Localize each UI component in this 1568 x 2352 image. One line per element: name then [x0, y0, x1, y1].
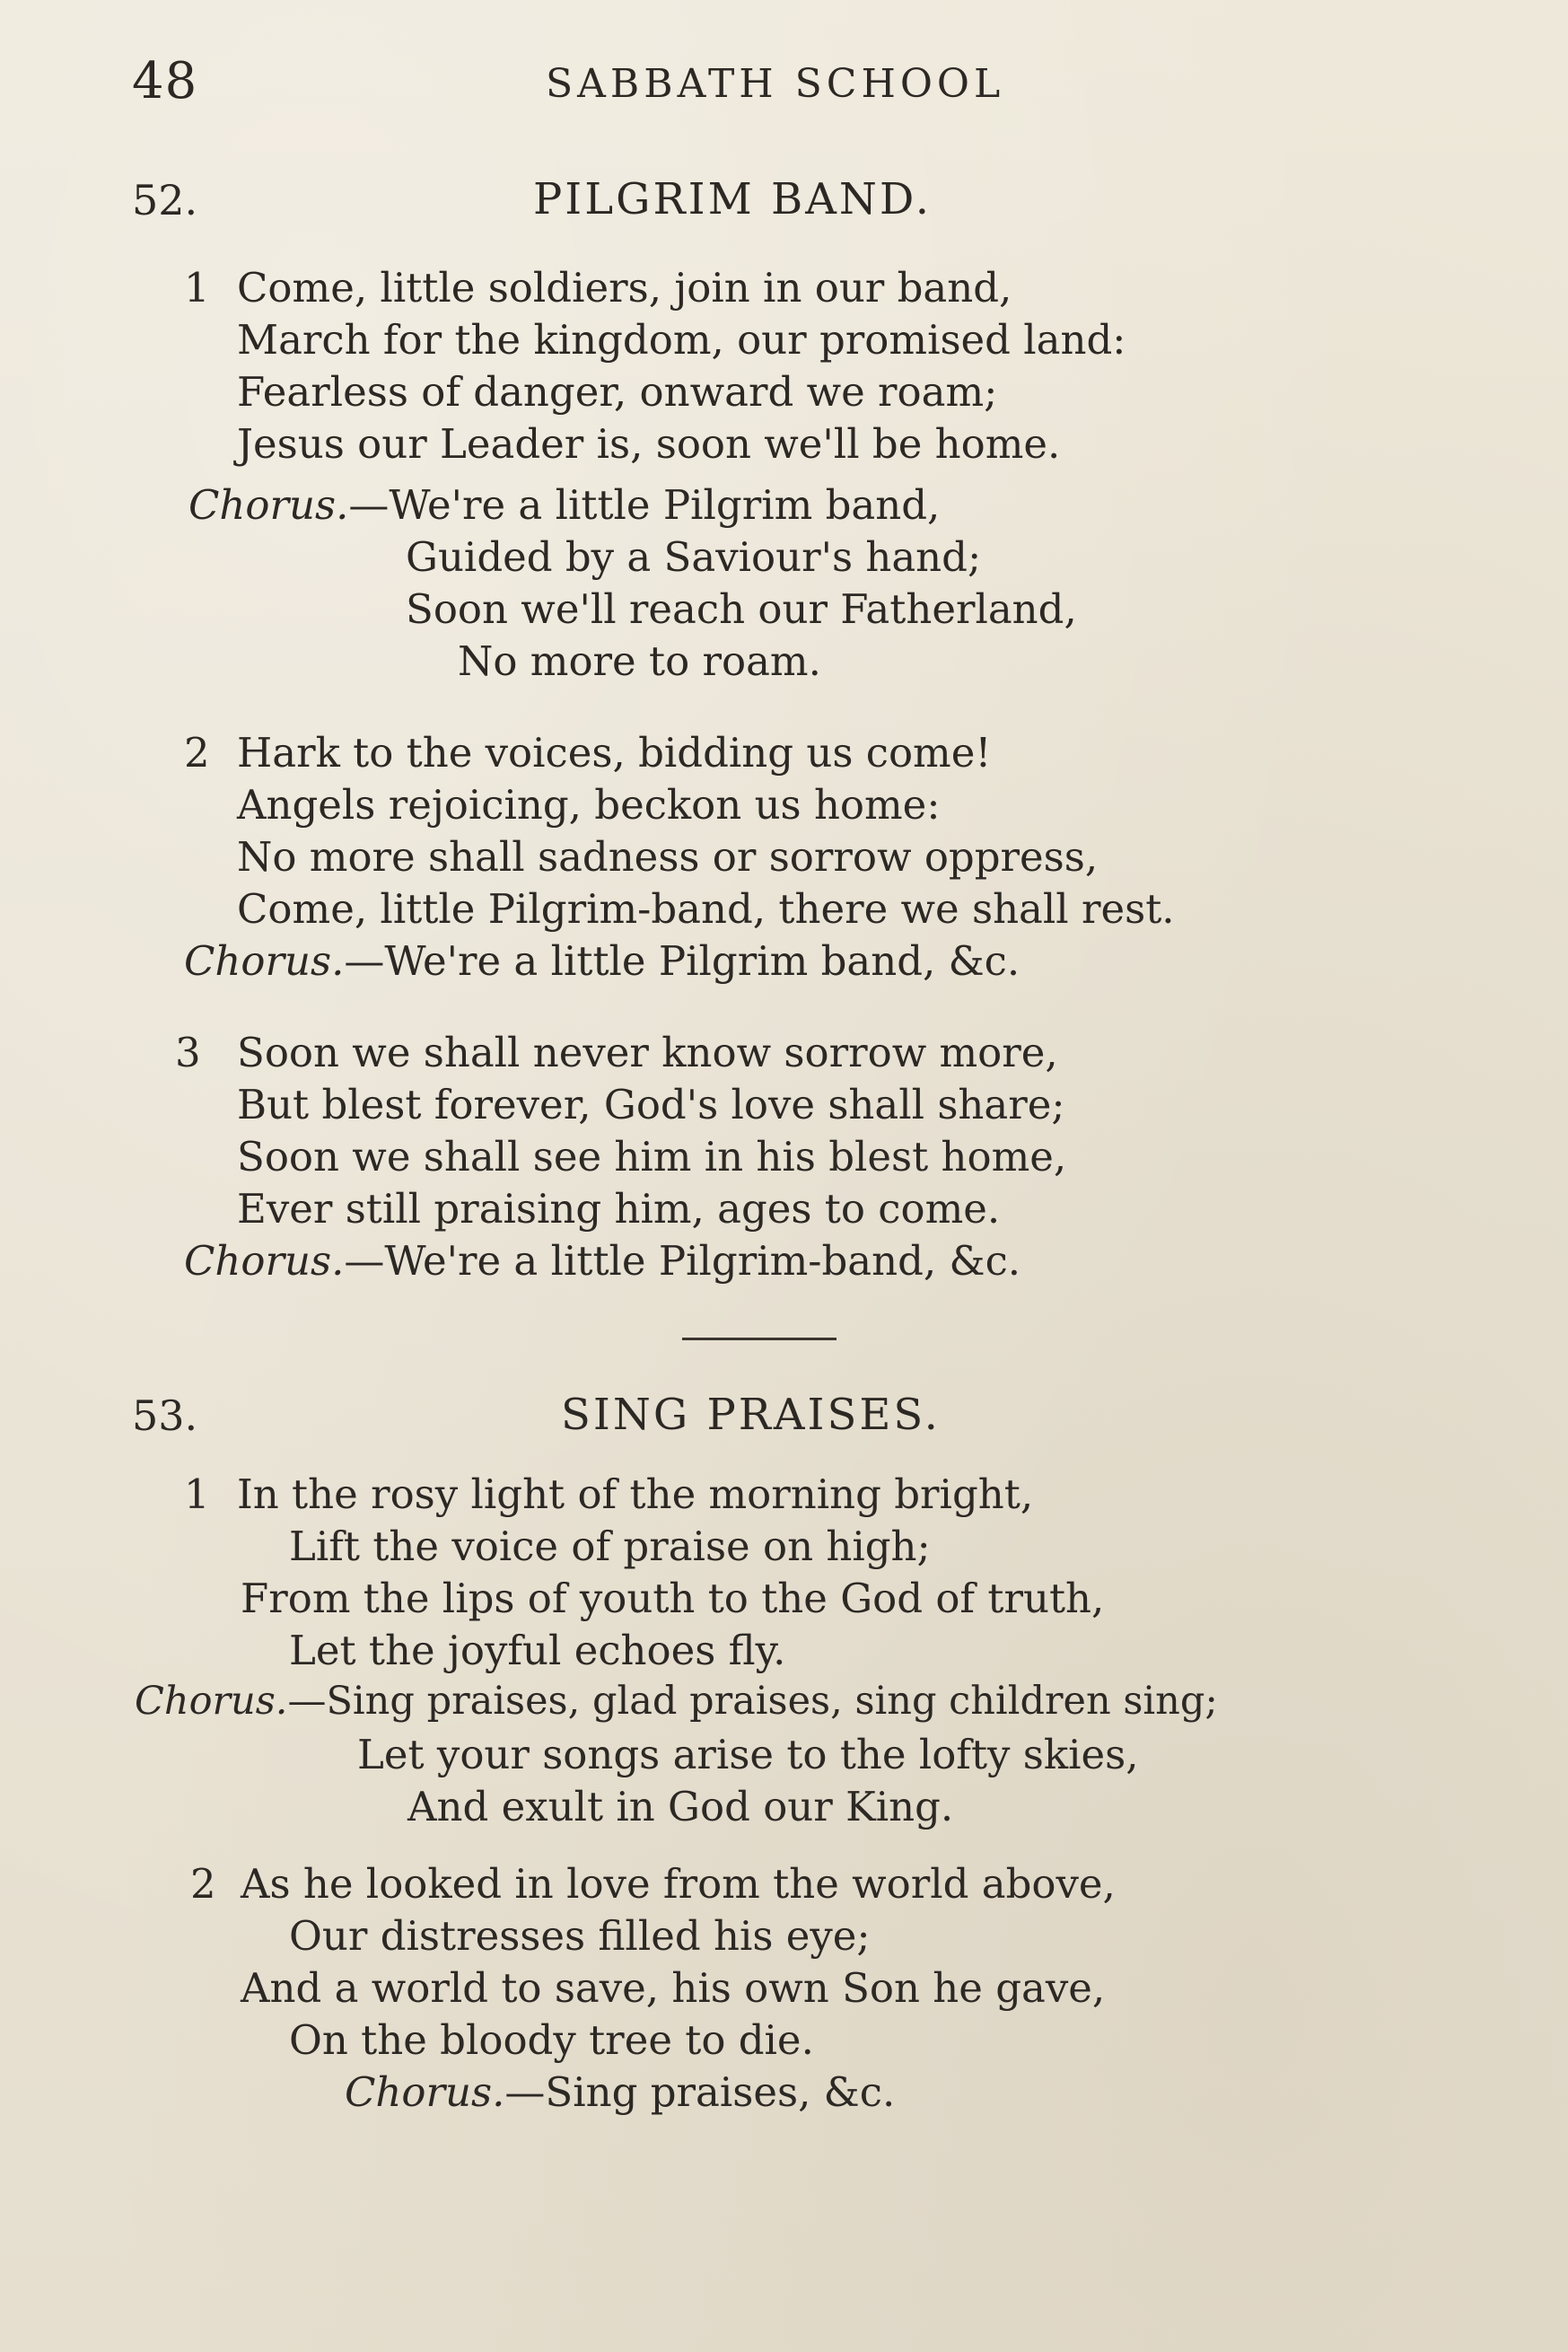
page-number: 48 — [132, 52, 198, 110]
hymn-52-verse-2-number: 2 — [184, 729, 210, 777]
hymn-52-number: 52. — [132, 176, 198, 224]
hymn-53-verse-2-line-1: As he looked in love from the world above, — [241, 1860, 1116, 1908]
hymn-52-verse-2-line-1: Hark to the voices, bidding us come! — [237, 729, 992, 777]
hymn-53-chorus-line-2: Let your songs arise to the lofty skies, — [357, 1731, 1139, 1778]
chorus-label: Chorus. — [188, 481, 349, 529]
hymn-52-verse-2-line-3: No more shall sadness or sorrow oppress, — [237, 833, 1099, 881]
hymn-52-verse-3-chorus-ref — [184, 1237, 1021, 1285]
hymn-53-verse-2-number: 2 — [190, 1860, 216, 1908]
chorus-text: —Sing praises, glad praises, sing children sing; — [287, 1679, 1218, 1724]
hymn-52-chorus-line-3: Soon we'll reach our Fatherland, — [406, 585, 1077, 633]
chorus-label: Chorus. — [184, 937, 345, 985]
chorus-label: Chorus. — [345, 2068, 505, 2116]
hymn-53-verse-1-number: 1 — [184, 1470, 210, 1518]
hymn-52-chorus-line-2: Guided by a Saviour's hand; — [406, 533, 982, 581]
hymn-52-verse-1-line-3: Fearless of danger, onward we roam; — [237, 368, 998, 416]
hymn-53-verse-2-line-2: Our distresses filled his eye; — [289, 1912, 871, 1960]
hymn-53-chorus-line-1 — [135, 1679, 1218, 1724]
hymn-53-verse-2-line-3: And a world to save, his own Son he gave, — [241, 1964, 1106, 2012]
hymn-52-verse-1-line-1: Come, little soldiers, join in our band, — [237, 264, 1012, 312]
hymn-53-verse-1-line-3: From the lips of youth to the God of truth, — [241, 1575, 1105, 1622]
hymn-52-verse-1-line-2: March for the kingdom, our promised land: — [237, 316, 1126, 364]
hymn-53-verse-2-line-4: On the bloody tree to die. — [289, 2016, 814, 2064]
hymn-52-verse-3-line-3: Soon we shall see him in his blest home, — [237, 1133, 1067, 1180]
chorus-ref-text: —Sing praises, &c. — [504, 2068, 896, 2116]
hymn-52-verse-2-line-4: Come, little Pilgrim-band, there we shall rest. — [237, 885, 1175, 933]
hymn-53-chorus-line-3: And exult in God our King. — [407, 1783, 954, 1830]
hymn-52-verse-2-line-2: Angels rejoicing, beckon us home: — [237, 781, 941, 829]
hymn-52-chorus-line-4: No more to roam. — [458, 637, 821, 685]
chorus-text: —We're a little Pilgrim band, — [348, 481, 941, 529]
hymn-53-verse-2-chorus-ref — [345, 2068, 896, 2116]
hymn-53-number: 53. — [132, 1391, 198, 1440]
section-divider — [682, 1338, 837, 1340]
hymn-53-title: SING PRAISES. — [561, 1390, 941, 1440]
chorus-label: Chorus. — [135, 1679, 288, 1724]
hymn-52-verse-3-number: 3 — [175, 1029, 201, 1076]
hymn-52-verse-1-number: 1 — [184, 264, 210, 312]
hymn-52-chorus-line-1 — [188, 481, 941, 529]
running-head: SABBATH SCHOOL — [546, 61, 1005, 107]
hymn-53-verse-1-line-4: Let the joyful echoes fly. — [289, 1627, 786, 1674]
hymn-52-verse-1-line-4: Jesus our Leader is, soon we'll be home. — [237, 420, 1061, 468]
hymn-52-verse-3-line-4: Ever still praising him, ages to come. — [237, 1185, 1001, 1233]
hymn-53-verse-1-line-2: Lift the voice of praise on high; — [289, 1523, 931, 1570]
hymn-52-verse-2-chorus-ref — [184, 937, 1021, 985]
chorus-ref-text: —We're a little Pilgrim band, &c. — [344, 937, 1021, 985]
hymn-52-title: PILGRIM BAND. — [533, 174, 932, 224]
hymn-53-verse-1-line-1: In the rosy light of the morning bright, — [237, 1470, 1034, 1518]
chorus-label: Chorus. — [184, 1237, 345, 1285]
hymn-52-verse-3-line-2: But blest forever, God's love shall share; — [237, 1081, 1065, 1128]
hymn-52-verse-3-line-1: Soon we shall never know sorrow more, — [237, 1029, 1058, 1076]
chorus-ref-text: —We're a little Pilgrim-band, &c. — [344, 1237, 1021, 1285]
